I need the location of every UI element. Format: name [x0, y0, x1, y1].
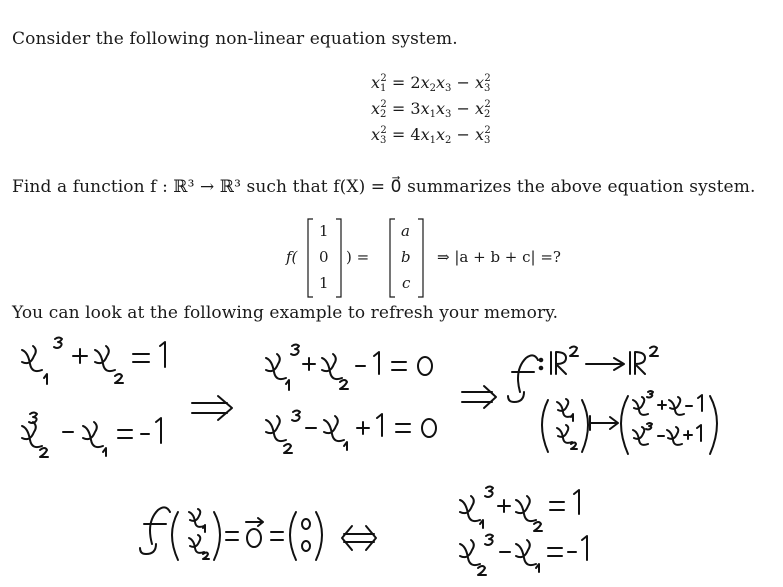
equation-1: $x1^2 = 2x2x3 - x3^2$	[371, 73, 491, 94]
hand-rewritten-line1	[266, 345, 432, 391]
intro-text: Consider the following non-linear equation system.	[12, 29, 458, 49]
hand-map-header	[508, 347, 658, 403]
hand-rewritten-line2	[266, 411, 436, 454]
hand-bottom-rhs	[460, 487, 587, 576]
svg-text:) =: ) =	[346, 248, 370, 266]
hand-system-line1	[22, 338, 165, 385]
equation-3: $x3^2 = 4x1x2 - x3^2$	[371, 125, 491, 146]
hand-bottom-lhs	[140, 507, 322, 560]
task-text: Find a function f : ℝ³ → ℝ³ such that f(X) = 0⃗ summarizes the above equation system.	[12, 177, 756, 197]
output-vector-1: b	[401, 248, 411, 266]
hand-bottom-arrow	[342, 526, 376, 550]
example-intro-text: You can look at the following example to refresh your memory.	[12, 303, 559, 323]
hand-system-line2	[22, 413, 161, 458]
hand-arrow-2	[462, 386, 496, 408]
input-vector-1: 0	[319, 248, 329, 266]
equation-2: $x2^2 = 3x1x3 - x2^2$	[371, 99, 491, 120]
query-question: ⇒ |a + b + c| =?	[437, 248, 561, 266]
input-vector-0: 1	[319, 222, 329, 240]
hand-map-body	[542, 391, 717, 454]
input-vector-2: 1	[319, 274, 329, 292]
svg-text:f(: f(	[286, 248, 298, 266]
output-vector-0: a	[401, 222, 410, 240]
output-vector-2: c	[402, 274, 411, 292]
hand-arrow-1	[192, 396, 232, 420]
